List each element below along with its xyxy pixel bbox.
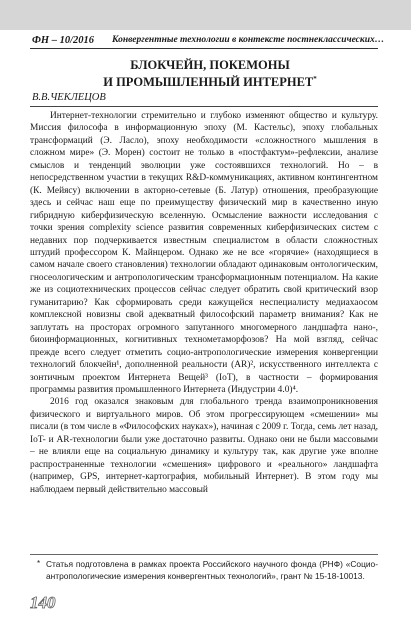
footnote-divider (30, 554, 378, 555)
journal-issue: ФН – 10/2016 (32, 35, 95, 46)
paragraph-2: 2016 год оказался знаковым для глобального тренда взаимопроникновения физического и виртуального миров. Об этом прогрессирующем «смешении» мы писали (в том числе в «Философских науках»), начиная с 2009 г. Тогда, семь лет назад, IoT- и AR-технологии были уже достаточно развиты. Однако они не были массовыми – не влияли еще на социальную динамику и культуру так, как другие уже вполне распространенные технологии «смешения» цифрового и «реального» ландшафта (например, GPS, интернет-картография, мобильный Интернет). В этом году мы наблюдаем первый действительно массовый (30, 397, 378, 495)
paragraph-1: Интернет-технологии стремительно и глубоко изменяют общество и культуру. Миссия философа в информационную эпоху (М. Кастельс), эпоху глобальных трансформаций (Э. Ласло), эпоху необходимости «сложностного мышления в сложном мире» (Э. Морен) состоит не только в «постфактум»-рефлексии, анализе смыслов и тенденций эволюции уже состоявшихся технологий. Но – в непосредственном участии в текущих R&D-коммуникациях, активном контингентном (К. Мейясу) включении в акторно-сетевые (Б. Латур) отношения, преобразующие здесь и сейчас наш еще по преимуществу физический мир в качественно иную гибридную киберфизическую вселенную. Осмысление важности исследования с точки зрения complexity science развития современных киберфизических систем с недавних пор подчеркивается известным специалистом в области сложностных штудий профессором К. Майнцером. Однако же не все «горячие» (находящиеся в самом начале своего становления) технологии обладают одинаковым онтологическим, гносеологическим и антропологическим трансформационным потенциалом. На какие же из социотехнических процессов сейчас следует обратить свой критический взор гуманитарию? Как сформировать среди кажущейся неспециалисту медиахаосом комплексной новизны свой адекватный философский параметр внимания? Как не заплутать на просторах огромного запутанного многомерного ландшафта нано-, биоинформационных, когнитивных технометаморфозов? На мой взгляд, сейчас прежде всего следует отметить социо-антропологические измерения конвергенции технологий блокчейн¹, дополненной реальности (AR)², искусственного интеллекта с зонтичным проектом Интернета Вещей³ (IoT), в частности – формирования программы развития промышленного Интернета (Индустрии 4.0)⁴. (30, 111, 378, 395)
footnote-marker: * (313, 75, 317, 83)
article-body (30, 110, 378, 496)
article-title-line-2 (40, 72, 380, 89)
section-title: Конвергентные технологии в контексте постнеклассических… (112, 35, 385, 45)
author-divider (30, 106, 378, 107)
article-title-line-1: БЛОКЧЕЙН, ПОКЕМОНЫ (130, 58, 290, 72)
running-header-band (0, 0, 411, 30)
author-name: В.В.ЧЕКЛЕЦОВ (32, 92, 106, 103)
header-divider (30, 48, 378, 49)
footnote-text: Статья подготовлена в рамках проекта Российского научного фонда (РНФ) «Социо-антропологические измерения конвергентных технологий», грант № 15-18-10013. (46, 559, 378, 581)
article-title-text: И ПРОМЫШЛЕННЫЙ ИНТЕРНЕТ (103, 75, 314, 90)
footnote-star: * (37, 559, 41, 568)
footnote (37, 559, 378, 582)
page-number: 140 (30, 593, 56, 612)
